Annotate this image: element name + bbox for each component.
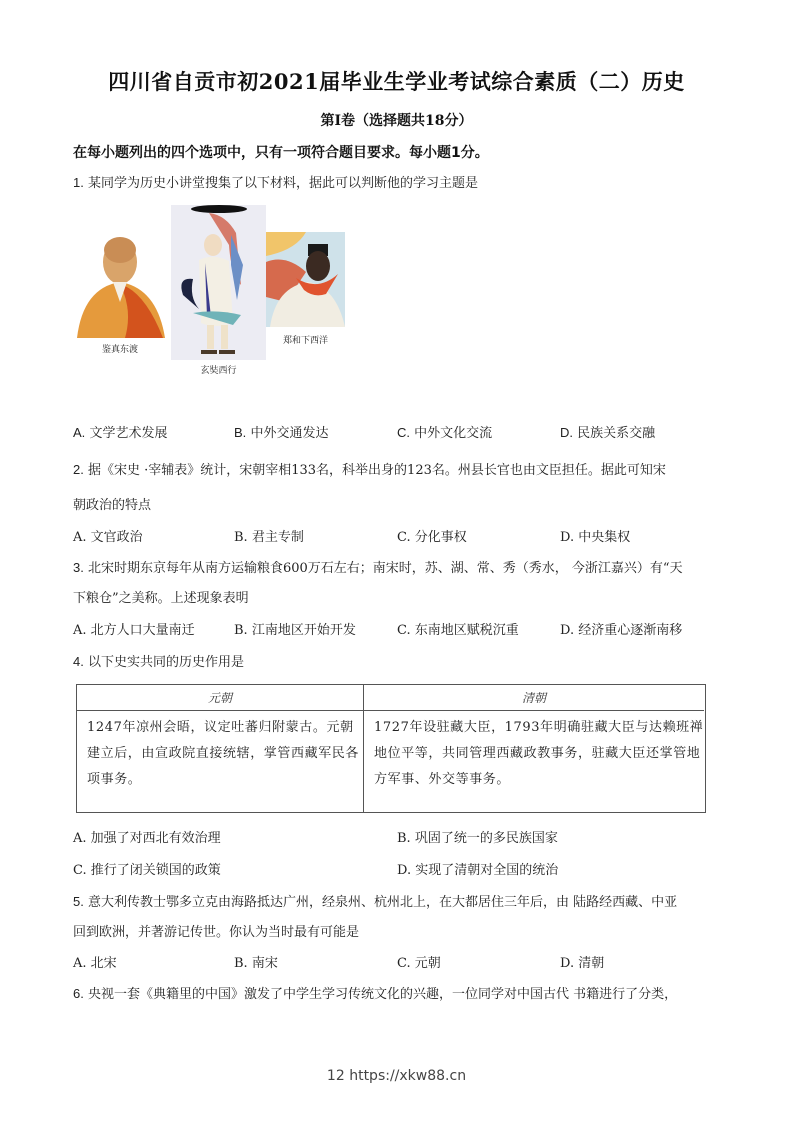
option-c[interactable]: C. 元朝 xyxy=(397,956,441,971)
question-4-stem xyxy=(73,651,244,670)
table-header-qing: 清朝 xyxy=(364,685,704,711)
table-column-qing xyxy=(364,685,704,812)
footer-link[interactable]: https://xkw88.cn xyxy=(349,1068,467,1084)
option-d[interactable]: D. 民族关系交融 xyxy=(560,425,656,441)
question-text: 意大利传教士鄂多立克由海路抵达广州，经泉州、杭州北上，在大都居住三年后，由 陆路经西藏、中亚 xyxy=(87,895,678,910)
table-cell-qing: 1727年设驻藏大臣，1793年明确驻藏大臣与达赖班禅地位平等，共同管理西藏政教事务，驻藏大臣还掌管地方军事、外交等事务。 xyxy=(374,720,704,787)
question-number: 4. xyxy=(73,654,84,669)
table-cell-yuan: 1247年凉州会晤，议定吐蕃归附蒙古。元朝建立后，由宣政院直接统辖，掌管西藏军民各项事务。 xyxy=(87,720,360,787)
image-caption: 鉴真东渡 xyxy=(101,345,138,355)
admiral-portrait-image xyxy=(266,232,345,327)
option-c[interactable]: C. 中外文化交流 xyxy=(397,425,493,441)
question-number: 2. xyxy=(73,462,84,477)
option-c[interactable]: C. 东南地区赋税沉重 xyxy=(397,623,519,638)
question-3-stem xyxy=(73,557,683,576)
question-number: 5. xyxy=(73,894,84,909)
question-number: 3. xyxy=(73,560,84,575)
pilgrim-painting-image xyxy=(171,205,266,360)
question-text: 北宋时期东京每年从南方运输粮食600万石左右；南宋时，苏、湖、常、秀（秀水， 今浙江嘉兴）有“天 xyxy=(87,561,683,576)
option-a[interactable]: A. 加强了对西北有效治理 xyxy=(73,831,221,846)
question-2-stem-cont: 朝政治的特点 xyxy=(73,498,152,513)
option-b[interactable]: B. 南宋 xyxy=(234,956,278,971)
question-2-stem xyxy=(73,459,666,478)
question-1-stem xyxy=(73,172,478,191)
question-text: 某同学为历史小讲堂搜集了以下材料，据此可以判断他的学习主题是 xyxy=(87,176,478,191)
question-5-stem-cont: 回到欧洲，并著游记传世。你认为当时最有可能是 xyxy=(73,925,360,940)
question-5-stem xyxy=(73,891,677,910)
page-number: 12 xyxy=(326,1068,345,1084)
question-number: 6. xyxy=(73,986,84,1001)
option-a[interactable]: A. 文学艺术发展 xyxy=(73,425,168,441)
option-a[interactable]: A. 文官政治 xyxy=(73,530,143,545)
question-6-stem xyxy=(73,983,677,1002)
table-column-yuan xyxy=(77,685,364,812)
option-a[interactable]: A. 北宋 xyxy=(73,956,117,971)
image-caption: 玄奘西行 xyxy=(200,366,237,376)
question-text: 央视一套《典籍里的中国》激发了中学生学习传统文化的兴趣，一位同学对中国古代 书籍进行了分类， xyxy=(87,987,678,1002)
option-a[interactable]: A. 北方人口大量南迁 xyxy=(73,623,195,638)
image-caption: 郑和下西洋 xyxy=(282,336,328,346)
table-header-yuan: 元朝 xyxy=(77,685,363,711)
option-b[interactable]: B. 中外交通发达 xyxy=(234,425,329,441)
option-c[interactable]: C. 分化事权 xyxy=(397,530,467,545)
option-b[interactable]: B. 江南地区开始开发 xyxy=(234,623,356,638)
page-footer xyxy=(0,1068,793,1084)
option-c[interactable]: C. 推行了闭关锁国的政策 xyxy=(73,863,221,878)
question-number: 1. xyxy=(73,175,84,190)
option-b[interactable]: B. 君主专制 xyxy=(234,530,304,545)
option-d[interactable]: D. 经济重心逐渐南移 xyxy=(560,623,683,638)
option-d[interactable]: D. 实现了清朝对全国的统治 xyxy=(397,863,559,878)
option-d[interactable]: D. 清朝 xyxy=(560,956,605,971)
section-title: 第Ⅰ卷（选择题共18分） xyxy=(320,113,473,129)
question-text: 据《宋史 ·宰辅表》统计，宋朝宰相133名，科举出身的123名。州县长官也由文臣担任。据此可知宋 xyxy=(87,463,666,478)
exam-title: 四川省自贡市初2021届毕业生学业考试综合素质（二）历史 xyxy=(108,69,685,94)
monk-portrait-image xyxy=(73,230,167,340)
instruction-text: 在每小题列出的四个选项中，只有一项符合题目要求。每小题1分。 xyxy=(73,145,489,161)
question-3-stem-cont: 下粮仓”之美称。上述现象表明 xyxy=(73,591,249,606)
option-d[interactable]: D. 中央集权 xyxy=(560,530,631,545)
question-text: 以下史实共同的历史作用是 xyxy=(87,655,244,670)
option-b[interactable]: B. 巩固了统一的多民族国家 xyxy=(397,831,558,846)
comparison-table xyxy=(76,684,706,813)
